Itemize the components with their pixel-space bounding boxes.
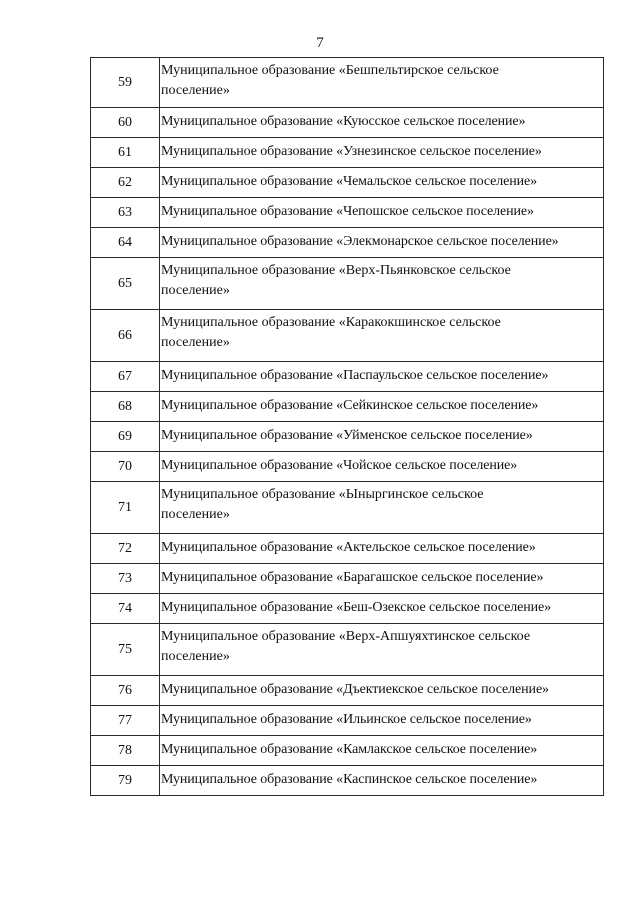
row-name: Муниципальное образование «Актельское сельское поселение» [160, 534, 604, 564]
table-row [91, 594, 604, 624]
row-number: 76 [91, 676, 160, 706]
row-name: Муниципальное образование «Узнезинское сельское поселение» [160, 138, 604, 168]
row-name [160, 482, 604, 534]
row-name: Муниципальное образование «Чепошское сельское поселение» [160, 198, 604, 228]
row-name-line2: поселение» [161, 283, 230, 298]
table-row [91, 452, 604, 482]
row-name: Муниципальное образование «Дъектиекское сельское поселение» [160, 676, 604, 706]
row-number: 79 [91, 766, 160, 796]
row-number: 75 [91, 624, 160, 676]
row-name-line2: поселение» [161, 507, 230, 522]
table-row [91, 624, 604, 676]
row-name: Муниципальное образование «Чемальское сельское поселение» [160, 168, 604, 198]
row-number: 68 [91, 392, 160, 422]
row-name: Муниципальное образование «Ильинское сельское поселение» [160, 706, 604, 736]
table-row [91, 676, 604, 706]
row-number: 61 [91, 138, 160, 168]
table-row [91, 564, 604, 594]
row-name [160, 58, 604, 108]
table-row [91, 138, 604, 168]
row-name: Муниципальное образование «Барагашское сельское поселение» [160, 564, 604, 594]
row-name: Муниципальное образование «Сейкинское сельское поселение» [160, 392, 604, 422]
row-name: Муниципальное образование «Беш-Озекское сельское поселение» [160, 594, 604, 624]
table-row [91, 258, 604, 310]
row-name: Муниципальное образование «Камлакское сельское поселение» [160, 736, 604, 766]
municipalities-table [90, 57, 604, 796]
row-number: 77 [91, 706, 160, 736]
page-number: 7 [316, 35, 324, 51]
row-name-line2: поселение» [161, 335, 230, 350]
row-name: Муниципальное образование «Каспинское сельское поселение» [160, 766, 604, 796]
table-row [91, 168, 604, 198]
table-row [91, 422, 604, 452]
row-number: 64 [91, 228, 160, 258]
table-row [91, 362, 604, 392]
row-number: 74 [91, 594, 160, 624]
row-name-line1: Муниципальное образование «Верх-Апшуяхтинское сельское [161, 629, 531, 644]
row-name-line1: Муниципальное образование «Ыныргинское сельское [161, 487, 484, 502]
row-name-line1: Муниципальное образование «Бешпельтирское сельское [161, 63, 499, 78]
row-number: 73 [91, 564, 160, 594]
row-number: 65 [91, 258, 160, 310]
row-name: Муниципальное образование «Элекмонарское сельское поселение» [160, 228, 604, 258]
row-name [160, 258, 604, 310]
row-name-line2: поселение» [161, 649, 230, 664]
row-name: Муниципальное образование «Куюсское сельское поселение» [160, 108, 604, 138]
row-number: 78 [91, 736, 160, 766]
row-number: 67 [91, 362, 160, 392]
row-name-line1: Муниципальное образование «Каракокшинское сельское [161, 315, 501, 330]
row-number: 69 [91, 422, 160, 452]
table-row [91, 310, 604, 362]
table-row [91, 198, 604, 228]
row-name-line2: поселение» [161, 83, 230, 98]
table-row [91, 766, 604, 796]
table-row [91, 392, 604, 422]
row-number: 59 [91, 58, 160, 108]
row-number: 62 [91, 168, 160, 198]
row-name [160, 310, 604, 362]
table-row [91, 736, 604, 766]
row-name: Муниципальное образование «Чойское сельское поселение» [160, 452, 604, 482]
table-row [91, 58, 604, 108]
row-number: 70 [91, 452, 160, 482]
row-name: Муниципальное образование «Паспаульское сельское поселение» [160, 362, 604, 392]
row-number: 66 [91, 310, 160, 362]
table-row [91, 534, 604, 564]
table-row [91, 228, 604, 258]
row-number: 60 [91, 108, 160, 138]
row-number: 71 [91, 482, 160, 534]
row-name: Муниципальное образование «Уйменское сельское поселение» [160, 422, 604, 452]
row-number: 63 [91, 198, 160, 228]
row-name [160, 624, 604, 676]
row-name-line1: Муниципальное образование «Верх-Пьянковское сельское [161, 263, 511, 278]
table-row [91, 108, 604, 138]
table-row [91, 706, 604, 736]
row-number: 72 [91, 534, 160, 564]
table-row [91, 482, 604, 534]
